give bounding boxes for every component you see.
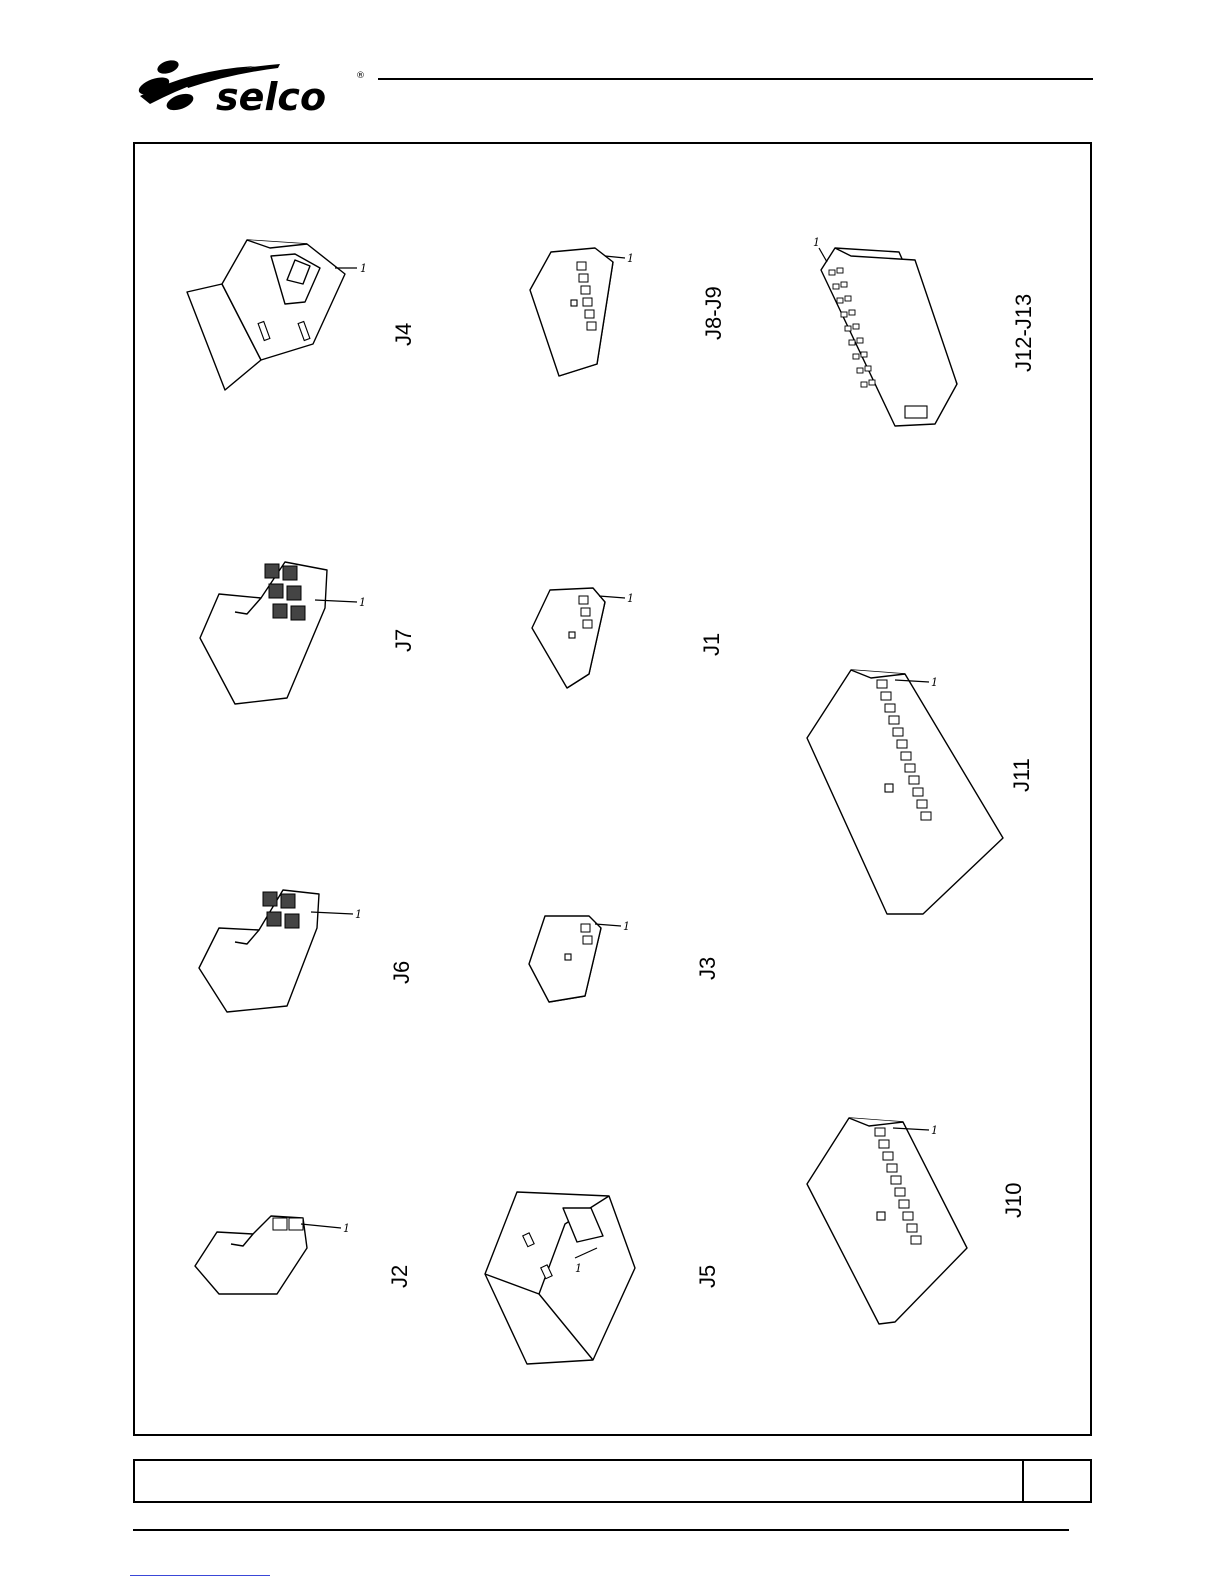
- connector-j11-label: J11: [1009, 758, 1034, 792]
- connector-j5: [485, 1192, 720, 1364]
- connector-j7: [200, 562, 416, 704]
- connector-j4: [187, 240, 416, 390]
- connector-j11: [807, 670, 1034, 914]
- header-rule: [378, 78, 1093, 80]
- connector-j12-j13-label: J12-J13: [1011, 293, 1036, 372]
- registered-mark: ®: [356, 71, 365, 81]
- connector-j8-j9-label: J8-J9: [701, 286, 726, 340]
- connector-j3-label: J3: [695, 956, 720, 980]
- connector-j10-label: J10: [1001, 1182, 1026, 1218]
- selco-logo: [130, 52, 370, 122]
- footer-rule: [133, 1529, 1069, 1531]
- connector-j8-j9: [530, 248, 726, 376]
- connector-j8-j9-pin-marker: 1: [627, 252, 634, 265]
- connector-j7-label: J7: [391, 628, 416, 652]
- connector-j1-pin-marker: 1: [627, 592, 634, 605]
- connector-drawing-frame: [133, 142, 1092, 1436]
- page-number-cell: [1024, 1461, 1090, 1501]
- connector-j5-pin-marker: 1: [575, 1262, 582, 1275]
- title-block: [133, 1459, 1092, 1503]
- connector-j5-label: J5: [695, 1264, 720, 1288]
- connector-j12-j13: [813, 236, 1036, 426]
- connector-j2-pin-marker: 1: [343, 1222, 350, 1235]
- connector-j10: [807, 1118, 1026, 1324]
- title-cell: [135, 1461, 1024, 1501]
- connector-j1: [532, 588, 724, 688]
- connector-j2: [195, 1216, 412, 1294]
- connector-j10-pin-marker: 1: [931, 1124, 938, 1137]
- footer-link-underline: [130, 1575, 270, 1576]
- connector-j4-pin-marker: 1: [360, 262, 367, 275]
- connector-j7-pin-marker: 1: [359, 596, 366, 609]
- connector-j3-pin-marker: 1: [623, 920, 630, 933]
- connector-drawing: [135, 144, 1090, 1434]
- logo-wordmark: selco: [216, 75, 327, 119]
- connector-j6-label: J6: [389, 960, 414, 984]
- connector-j12-j13-pin-marker: 1: [813, 236, 820, 249]
- connector-j3: [529, 916, 720, 1002]
- connector-j1-label: J1: [699, 632, 724, 656]
- connector-j4-label: J4: [391, 322, 416, 346]
- connector-j11-pin-marker: 1: [931, 676, 938, 689]
- connector-j6: [199, 890, 414, 1012]
- connector-j6-pin-marker: 1: [355, 908, 362, 921]
- connector-j2-label: J2: [387, 1264, 412, 1288]
